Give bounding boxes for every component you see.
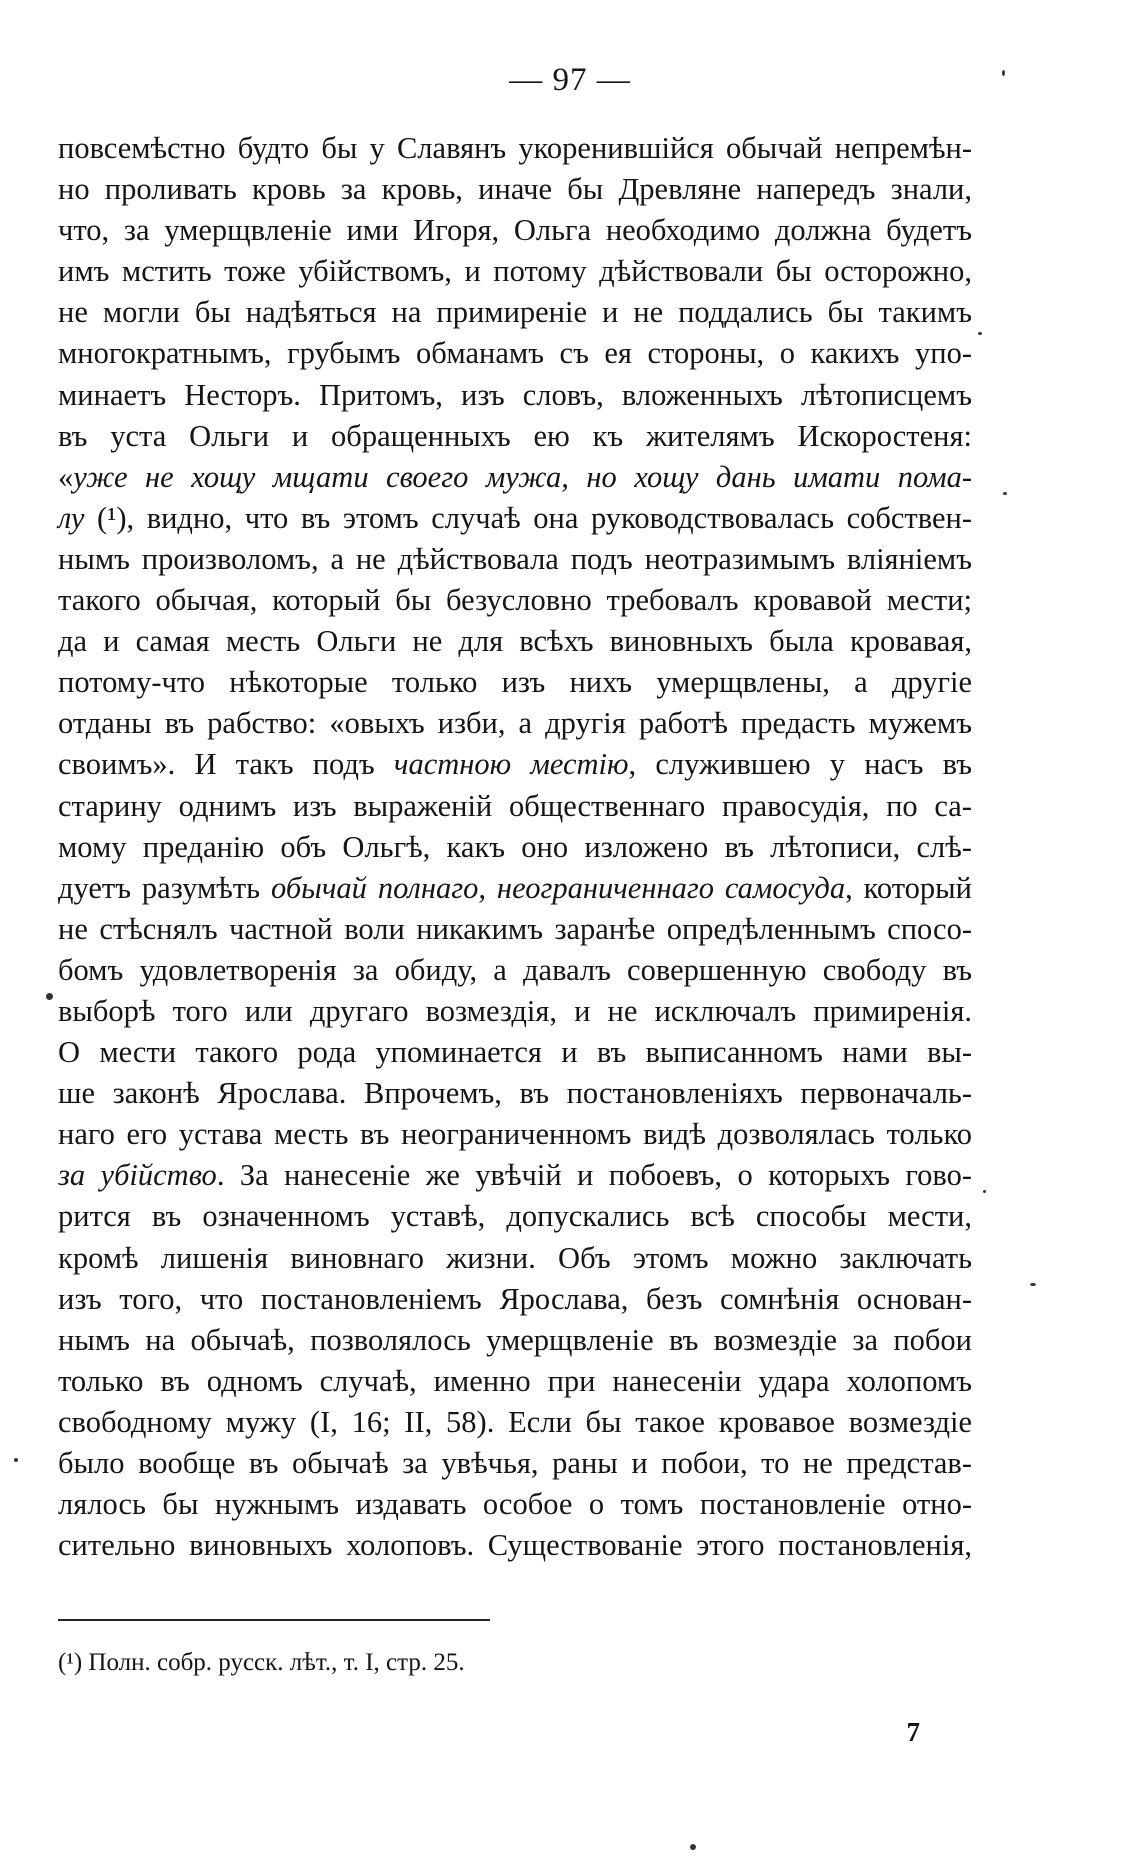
italic-text: за убійство [58, 1158, 217, 1193]
text-run: О мести такого рода упоминается и въ выписанномъ нами вы- [58, 1035, 972, 1070]
italic-text: лу [58, 500, 85, 535]
page-number: — 97 — [509, 62, 631, 98]
text-line [58, 1032, 972, 1073]
text-line [58, 416, 972, 457]
text-line [58, 662, 972, 703]
body-text [58, 128, 972, 1566]
text-line [58, 703, 972, 744]
text-run: отданы въ рабство: «овыхъ изби, а другія работѣ предасть мужемъ [58, 706, 972, 741]
text-line [58, 580, 972, 621]
text-line [58, 1238, 972, 1279]
text-run: мому преданію объ Ольгѣ, какъ оно изложено въ лѣтописи, слѣ- [58, 829, 972, 864]
print-speck [1030, 1283, 1036, 1286]
text-run: кромѣ лишенія виновнаго жизни. Объ этомъ можно заключать [58, 1240, 972, 1275]
text-run: да и самая месть Ольги не для всѣхъ виновныхъ была кровавая, [58, 624, 972, 659]
text-run: повсемѣстно будто бы у Славянъ укоренившійся обычай непремѣн- [58, 131, 972, 165]
text-line [58, 1279, 972, 1320]
text-line [58, 1525, 972, 1566]
text-line [58, 128, 972, 169]
text-run: имъ мстить тоже убійствомъ, и потому дѣйствовали бы осторожно, [58, 254, 972, 289]
text-line [58, 292, 972, 333]
text-line [58, 1361, 972, 1402]
text-line [58, 868, 972, 909]
text-run: лялось бы нужнымъ издавать особое о томъ постановленіе отно- [58, 1487, 972, 1522]
text-run: свободному мужу (I, 16; II, 58). Если бы такое кровавое возмездіе [58, 1404, 972, 1439]
text-line [58, 1402, 972, 1443]
text-line [58, 251, 972, 292]
text-run: многократнымъ, грубымъ обманамъ съ ея стороны, о какихъ упо- [58, 336, 972, 371]
text-run: ше законѣ Ярослава. Впрочемъ, въ постановленіяхъ первоначаль- [58, 1076, 972, 1111]
text-run: что, за умерщвленіе ими Игоря, Ольга необходимо должна будетъ [58, 213, 972, 248]
text-line [58, 950, 972, 991]
text-line [58, 1320, 972, 1361]
italic-text: уже не хощу мщати своего мужа, но хощу дань имати помa- [73, 459, 972, 494]
text-line [58, 1073, 972, 1114]
print-speck [1002, 70, 1005, 76]
text-line [58, 210, 972, 251]
text-line [58, 827, 972, 868]
text-run: старину однимъ изъ выраженій общественнаго правосудія, по са- [58, 788, 972, 823]
text-run: только въ одномъ случаѣ, именно при нанесеніи удара холопомъ [58, 1363, 972, 1398]
text-run: но проливать кровь за кровь, иначе бы Древляне напередъ знали, [58, 172, 972, 207]
text-line [58, 539, 972, 580]
print-speck [690, 1844, 696, 1850]
text-run: « [58, 459, 74, 494]
text-run: рится въ означенномъ уставѣ, допускались всѣ способы мести, [58, 1199, 972, 1234]
text-run: выборѣ того или другаго возмездія, и не исключалъ примиренія. [58, 993, 972, 1028]
text-line [58, 909, 972, 950]
print-speck [14, 1458, 18, 1462]
text-run: , который [845, 870, 972, 905]
text-line [58, 991, 972, 1032]
text-run: такого обычая, который бы безусловно требовалъ кровавой мести; [58, 583, 972, 618]
text-run: не стѣснялъ частной воли никакимъ заранѣе опредѣленнымъ спосо- [58, 911, 972, 946]
text-line [58, 786, 972, 827]
text-line [58, 1155, 972, 1196]
signature-mark: 7 [906, 1717, 920, 1747]
text-line [58, 621, 972, 662]
text-run: изъ того, что постановленіемъ Ярослава, безъ сомнѣнія основан- [58, 1281, 972, 1316]
text-run: своимъ». И такъ подъ [58, 747, 394, 782]
text-run: потому-что нѣкоторые только изъ нихъ умерщвлены, а другіе [58, 665, 972, 700]
text-run: не могли бы надѣяться на примиреніе и не поддались бы такимъ [58, 295, 972, 330]
text-line [58, 169, 972, 210]
text-run: сительно виновныхъ холоповъ. Существованіе этого постановленія, [58, 1528, 972, 1563]
italic-text: обычай полнаго, неограниченнаго самосуда [271, 870, 846, 905]
text-line [58, 1196, 972, 1237]
text-run: дуетъ разумѣть [58, 870, 271, 905]
text-run: , служившею у насъ въ [628, 747, 972, 782]
footnote-rule [58, 1619, 490, 1621]
text-line [58, 1443, 972, 1484]
text-line [58, 375, 972, 416]
text-line [58, 1114, 972, 1155]
text-run: въ уста Ольги и обращенныхъ ею къ жителямъ Искоростеня: [58, 418, 972, 453]
italic-text: частною местію [393, 747, 629, 782]
text-line [58, 1484, 972, 1525]
text-line [58, 498, 972, 539]
text-line [58, 333, 972, 374]
text-run: было вообще въ обычаѣ за увѣчья, раны и побои, то не представ- [58, 1446, 972, 1480]
print-speck [978, 332, 982, 335]
text-run: минаетъ Несторъ. Притомъ, изъ словъ, вложенныхъ лѣтописцемъ [58, 377, 972, 412]
text-run: нымъ произволомъ, а не дѣйствовала подъ неотразимымъ вліяніемъ [58, 541, 972, 576]
text-line [58, 457, 972, 498]
text-line [58, 744, 972, 785]
text-run: . За нанесеніе же увѣчій и побоевъ, о которыхъ гово- [216, 1158, 972, 1193]
text-run: бомъ удовлетворенія за обиду, а давалъ совершенную свободу въ [58, 952, 972, 987]
text-run: наго его устава месть въ неограниченномъ видѣ дозволялась только [58, 1117, 972, 1152]
footnote: (¹) Полн. собр. русск. лѣт., т. I, стр. 25. [58, 1649, 465, 1676]
text-run: (¹), видно, что въ этомъ случаѣ она руководствовалась собствен- [84, 500, 972, 535]
print-speck [983, 1190, 986, 1193]
print-speck [1003, 492, 1007, 495]
text-run: нымъ на обычаѣ, позволялось умерщвленіе въ возмездіе за побои [58, 1322, 972, 1357]
print-speck [46, 993, 53, 1000]
